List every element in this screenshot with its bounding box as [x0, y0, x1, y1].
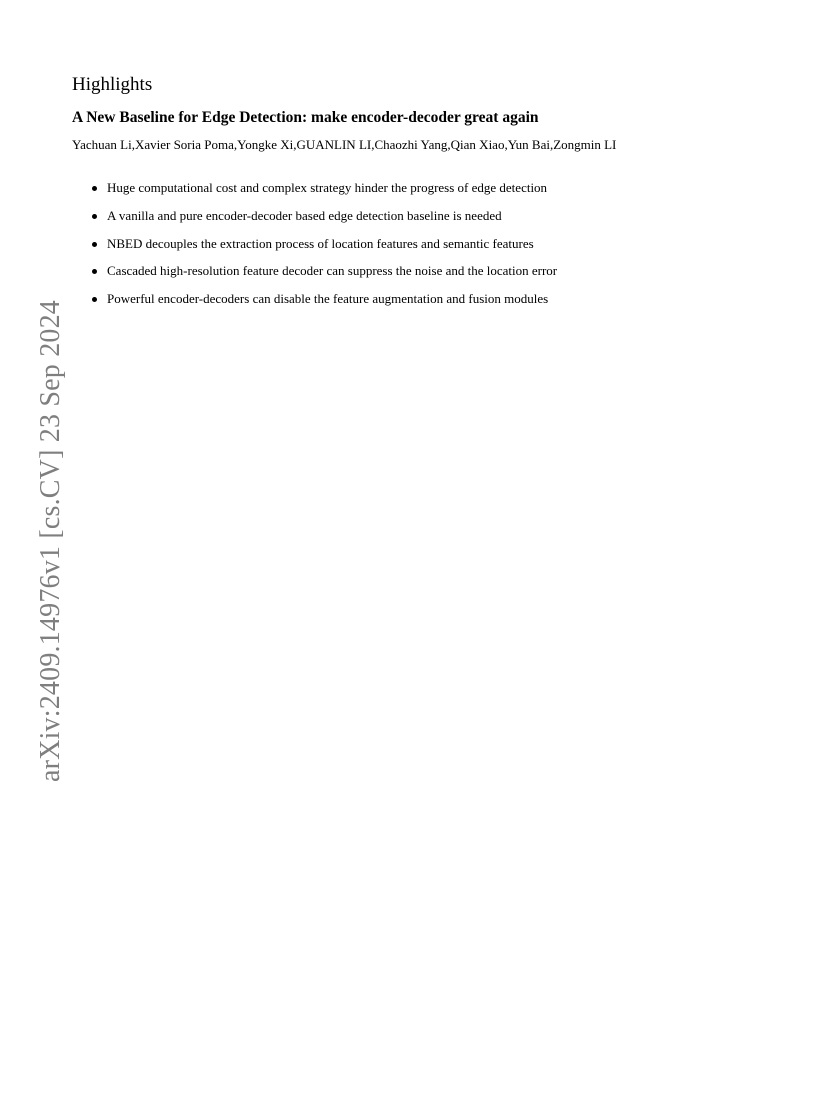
- highlight-text: Huge computational cost and complex strategy hinder the progress of edge detection: [107, 180, 548, 195]
- bullet-icon: [92, 186, 97, 191]
- bullet-icon: [92, 297, 97, 302]
- highlight-item: [90, 262, 790, 280]
- paper-title: A New Baseline for Edge Detection: make encoder-decoder great again: [72, 109, 539, 126]
- author-list: Yachuan Li,Xavier Soria Poma,Yongke Xi,GUANLIN LI,Chaozhi Yang,Qian Xiao,Yun Bai,Zongmin LI: [72, 137, 617, 152]
- highlight-item: [90, 290, 790, 308]
- highlight-text: NBED decouples the extraction process of location features and semantic features: [107, 235, 534, 251]
- highlight-item: [90, 179, 790, 197]
- arxiv-identifier-stamp: arXiv:2409.14976v1 [cs.CV] 23 Sep 2024: [35, 299, 66, 782]
- highlight-text: Powerful encoder-decoders can disable the feature augmentation and fusion modules: [107, 291, 549, 307]
- highlight-item: [90, 235, 790, 253]
- highlights-list: [90, 179, 790, 318]
- bullet-icon: [92, 242, 97, 247]
- highlight-text: A vanilla and pure encoder-decoder based edge detection baseline is needed: [107, 207, 502, 223]
- highlight-item: [90, 207, 790, 225]
- bullet-icon: [92, 269, 97, 274]
- bullet-icon: [92, 214, 97, 219]
- section-heading-highlights: Highlights: [72, 74, 153, 95]
- highlight-text: Cascaded high-resolution feature decoder can suppress the noise and the location error: [107, 263, 558, 279]
